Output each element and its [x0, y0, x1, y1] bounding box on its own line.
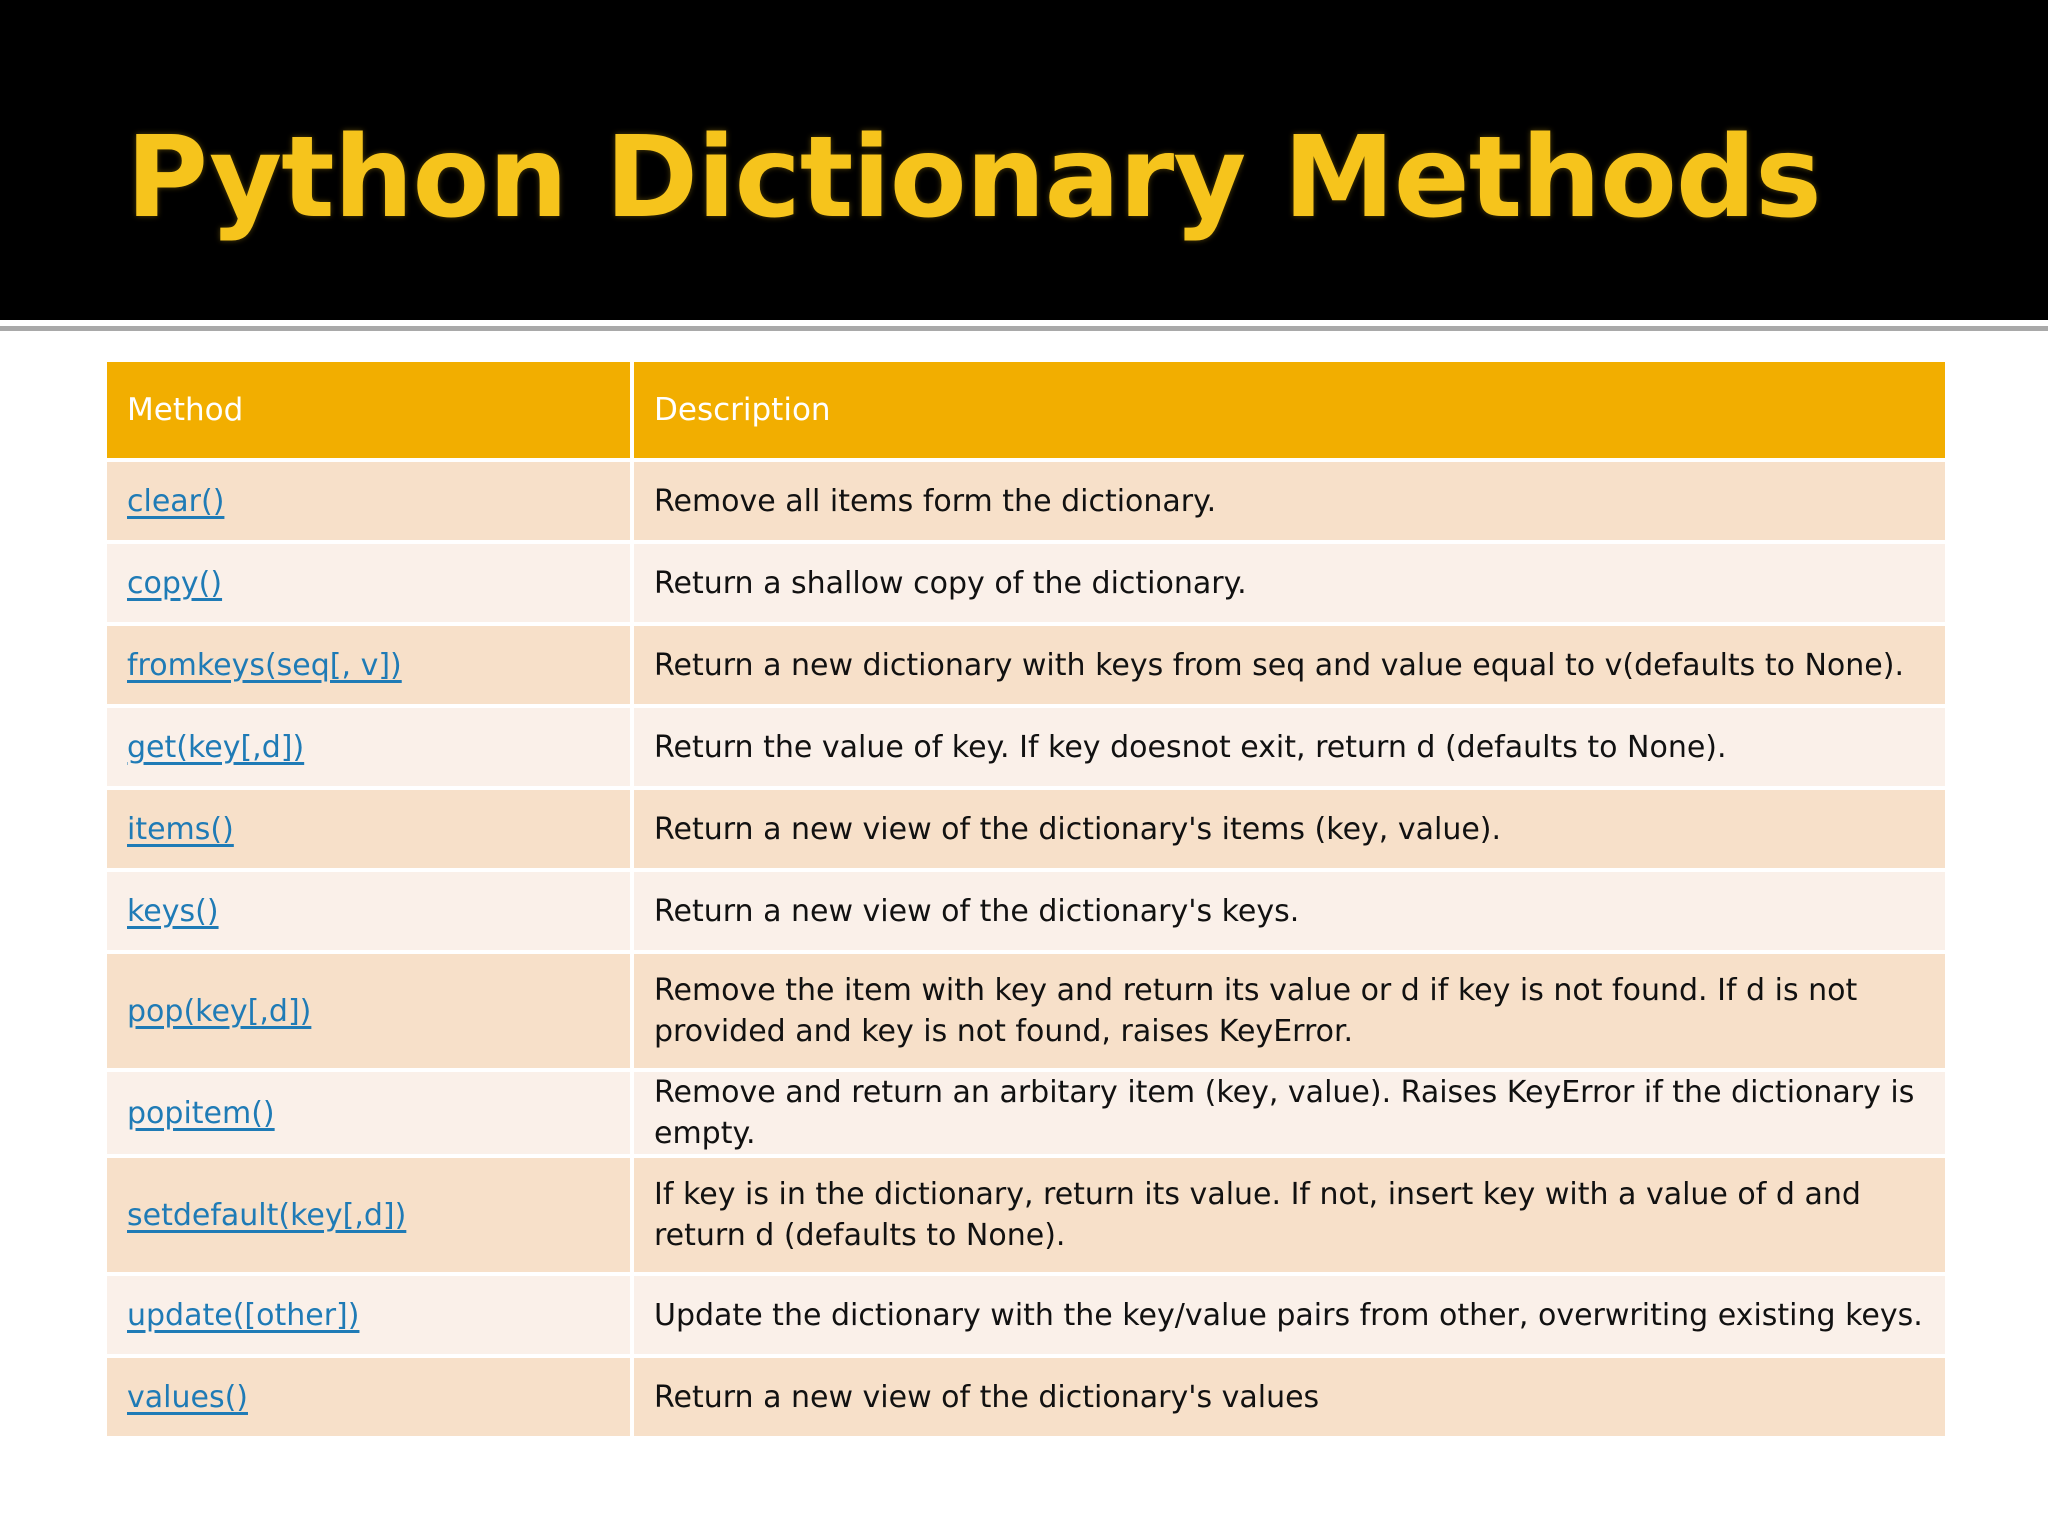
- header-description: Description: [632, 360, 1947, 460]
- description-cell: Remove all items form the dictionary.: [632, 460, 1947, 542]
- divider-gray: [0, 326, 2048, 331]
- description-cell: Return a shallow copy of the dictionary.: [632, 542, 1947, 624]
- method-link-values[interactable]: values(): [127, 1379, 248, 1415]
- method-link-fromkeys[interactable]: fromkeys(seq[, v]): [127, 647, 402, 683]
- table-row: [105, 1070, 1947, 1156]
- table-row: [105, 1156, 1947, 1274]
- header-method: Method: [105, 360, 632, 460]
- table-row: [105, 542, 1947, 624]
- method-cell: [105, 870, 632, 952]
- description-cell: Remove and return an arbitary item (key, value). Raises KeyError if the dictionary is empty.: [632, 1070, 1947, 1156]
- description-cell: Return a new view of the dictionary's keys.: [632, 870, 1947, 952]
- description-cell: Return a new view of the dictionary's values: [632, 1356, 1947, 1438]
- method-link-update[interactable]: update([other]): [127, 1297, 360, 1333]
- description-cell: If key is in the dictionary, return its value. If not, insert key with a value of d and return d (defaults to None).: [632, 1156, 1947, 1274]
- method-cell: [105, 1070, 632, 1156]
- method-link-popitem[interactable]: popitem(): [127, 1095, 275, 1131]
- method-link-copy[interactable]: copy(): [127, 565, 223, 601]
- slide-title: Python Dictionary Methods: [126, 113, 1821, 243]
- methods-table: [103, 358, 1949, 1440]
- method-cell: [105, 624, 632, 706]
- method-link-clear[interactable]: clear(): [127, 483, 225, 519]
- method-cell: [105, 1156, 632, 1274]
- table-row: [105, 460, 1947, 542]
- title-band: [0, 0, 2048, 320]
- method-cell: [105, 1274, 632, 1356]
- method-link-get[interactable]: get(key[,d]): [127, 729, 305, 765]
- method-cell: [105, 788, 632, 870]
- method-link-setdefault[interactable]: setdefault(key[,d]): [127, 1197, 407, 1233]
- table-row: [105, 1356, 1947, 1438]
- method-cell: [105, 542, 632, 624]
- description-cell: Return a new view of the dictionary's items (key, value).: [632, 788, 1947, 870]
- description-cell: Return a new dictionary with keys from seq and value equal to v(defaults to None).: [632, 624, 1947, 706]
- description-cell: Return the value of key. If key doesnot exit, return d (defaults to None).: [632, 706, 1947, 788]
- method-cell: [105, 1356, 632, 1438]
- method-cell: [105, 952, 632, 1070]
- method-cell: [105, 460, 632, 542]
- method-link-items[interactable]: items(): [127, 811, 234, 847]
- method-cell: [105, 706, 632, 788]
- table-header-row: [105, 360, 1947, 460]
- table-row: [105, 624, 1947, 706]
- table-row: [105, 706, 1947, 788]
- description-cell: Update the dictionary with the key/value pairs from other, overwriting existing keys.: [632, 1274, 1947, 1356]
- table-row: [105, 788, 1947, 870]
- table-row: [105, 1274, 1947, 1356]
- description-cell: Remove the item with key and return its value or d if key is not found. If d is not provided and key is not found, raises KeyError.: [632, 952, 1947, 1070]
- method-link-keys[interactable]: keys(): [127, 893, 219, 929]
- table-row: [105, 952, 1947, 1070]
- table-row: [105, 870, 1947, 952]
- method-link-pop[interactable]: pop(key[,d]): [127, 993, 312, 1029]
